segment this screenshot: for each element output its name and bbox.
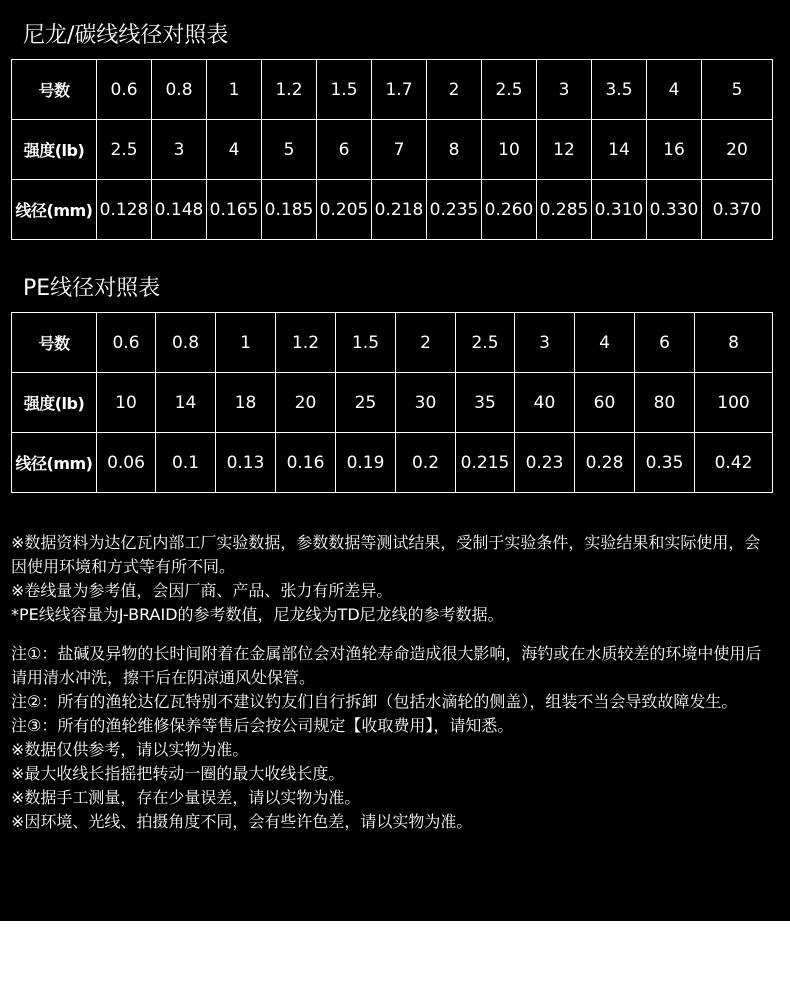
nylon-table-cell: 2.5 xyxy=(482,60,537,120)
pe-table-cell: 0.28 xyxy=(575,433,635,493)
pe-table-cell: 60 xyxy=(575,373,635,433)
note-line: ※因环境、光线、拍摄角度不同，会有些许色差，请以实物为准。 xyxy=(11,812,473,831)
pe-table-cell: 1 xyxy=(216,313,276,373)
pe-table-cell: 0.35 xyxy=(635,433,695,493)
pe-table-body xyxy=(12,313,773,493)
note-line: 注③：所有的渔轮维修保养等售后会按公司规定【收取费用】，请知悉。 xyxy=(11,716,514,735)
nylon-table-cell: 3 xyxy=(537,60,592,120)
pe-table-cell: 6 xyxy=(635,313,695,373)
nylon-table-cell: 1.5 xyxy=(317,60,372,120)
pe-table-cell: 1.2 xyxy=(276,313,336,373)
nylon-table-cell: 0.330 xyxy=(647,180,702,240)
nylon-table-cell: 16 xyxy=(647,120,702,180)
nylon-table-cell: 5 xyxy=(262,120,317,180)
nylon-table-cell: 0.310 xyxy=(592,180,647,240)
pe-table-cell: 0.1 xyxy=(156,433,216,493)
pe-table-cell: 100 xyxy=(695,373,773,433)
note-line: ※数据仅供参考，请以实物为准。 xyxy=(11,740,249,759)
pe-table-cell: 25 xyxy=(336,373,396,433)
pe-table-cell: 0.8 xyxy=(156,313,216,373)
nylon-table-cell: 6 xyxy=(317,120,372,180)
pe-table-cell: 0.06 xyxy=(97,433,156,493)
pe-table-cell: 20 xyxy=(276,373,336,433)
nylon-row-label: 强度(lb) xyxy=(12,120,97,180)
pe-table-title: PE线径对照表 xyxy=(23,276,161,301)
note-line: ※卷线量为参考值，会因厂商、产品、张力有所差异。 xyxy=(11,581,393,600)
nylon-table-row xyxy=(12,60,773,120)
nylon-table-row xyxy=(12,120,773,180)
nylon-table-cell: 10 xyxy=(482,120,537,180)
nylon-table-cell: 0.370 xyxy=(702,180,773,240)
nylon-table-cell: 4 xyxy=(207,120,262,180)
note-line: *PE线线容量为J-BRAID的参考数值，尼龙线为TD尼龙线的参考数据。 xyxy=(11,605,504,624)
note-line: ※数据手工测量，存在少量误差，请以实物为准。 xyxy=(11,788,361,807)
pe-line-table xyxy=(11,312,773,493)
pe-table-cell: 0.13 xyxy=(216,433,276,493)
nylon-table-cell: 0.235 xyxy=(427,180,482,240)
pe-table-cell: 4 xyxy=(575,313,635,373)
note-line: 注②：所有的渔轮达亿瓦特别不建议钓友们自行拆卸（包括水滴轮的侧盖），组装不当会导致故障发生。 xyxy=(11,692,738,711)
pe-table-cell: 0.19 xyxy=(336,433,396,493)
pe-table-cell: 0.2 xyxy=(396,433,456,493)
nylon-table-cell: 2 xyxy=(427,60,482,120)
nylon-table-cell: 0.185 xyxy=(262,180,317,240)
pe-table-cell: 40 xyxy=(515,373,575,433)
nylon-table-cell: 8 xyxy=(427,120,482,180)
nylon-table-cell: 0.260 xyxy=(482,180,537,240)
pe-table-cell: 2 xyxy=(396,313,456,373)
note-line: 注①：盐碱及异物的长时间附着在金属部位会对渔轮寿命造成很大影响，海钓或在水质较差的环境中使用后请用清水冲洗，擦干后在阴凉通风处保管。 xyxy=(11,644,762,687)
nylon-table-row xyxy=(12,180,773,240)
pe-table-cell: 30 xyxy=(396,373,456,433)
pe-table-cell: 14 xyxy=(156,373,216,433)
notes-spacer xyxy=(11,627,776,642)
pe-table-cell: 3 xyxy=(515,313,575,373)
pe-table-row xyxy=(12,313,773,373)
pe-table-cell: 8 xyxy=(695,313,773,373)
nylon-row-label: 号数 xyxy=(12,60,97,120)
nylon-table-cell: 0.285 xyxy=(537,180,592,240)
nylon-table-cell: 1 xyxy=(207,60,262,120)
nylon-carbon-line-table xyxy=(11,59,773,240)
nylon-table-cell: 0.8 xyxy=(152,60,207,120)
pe-row-label: 线径(mm) xyxy=(12,433,97,493)
nylon-table-cell: 12 xyxy=(537,120,592,180)
pe-table-cell: 2.5 xyxy=(456,313,515,373)
notes-group-disclaimer xyxy=(11,531,776,627)
nylon-table-cell: 1.7 xyxy=(372,60,427,120)
nylon-table-cell: 0.165 xyxy=(207,180,262,240)
nylon-table-body xyxy=(12,60,773,240)
pe-table-cell: 1.5 xyxy=(336,313,396,373)
nylon-table-cell: 0.6 xyxy=(97,60,152,120)
pe-table-row xyxy=(12,433,773,493)
nylon-table-cell: 3 xyxy=(152,120,207,180)
pe-table-row xyxy=(12,373,773,433)
nylon-table-cell: 4 xyxy=(647,60,702,120)
nylon-table-cell: 0.218 xyxy=(372,180,427,240)
nylon-table-cell: 0.148 xyxy=(152,180,207,240)
notes-group-care xyxy=(11,642,776,834)
notes-section xyxy=(11,531,776,834)
note-line: ※最大收线长指摇把转动一圈的最大收线长度。 xyxy=(11,764,345,783)
nylon-table-cell: 7 xyxy=(372,120,427,180)
pe-table-cell: 18 xyxy=(216,373,276,433)
nylon-table-cell: 20 xyxy=(702,120,773,180)
pe-table-cell: 0.23 xyxy=(515,433,575,493)
pe-table-cell: 35 xyxy=(456,373,515,433)
pe-table-cell: 0.6 xyxy=(97,313,156,373)
nylon-table-cell: 5 xyxy=(702,60,773,120)
nylon-table-cell: 1.2 xyxy=(262,60,317,120)
note-line: ※数据资料为达亿瓦内部工厂实验数据，参数数据等测试结果，受制于实验条件，实验结果和实际使用，会因使用环境和方式等有所不同。 xyxy=(11,533,761,576)
nylon-table-cell: 0.128 xyxy=(97,180,152,240)
pe-table-cell: 0.16 xyxy=(276,433,336,493)
pe-row-label: 强度(lb) xyxy=(12,373,97,433)
pe-row-label: 号数 xyxy=(12,313,97,373)
pe-table-cell: 10 xyxy=(97,373,156,433)
nylon-table-cell: 3.5 xyxy=(592,60,647,120)
nylon-row-label: 线径(mm) xyxy=(12,180,97,240)
nylon-table-title: 尼龙/碳线线径对照表 xyxy=(23,23,229,48)
nylon-table-cell: 2.5 xyxy=(97,120,152,180)
nylon-table-cell: 0.205 xyxy=(317,180,372,240)
pe-table-cell: 0.42 xyxy=(695,433,773,493)
nylon-table-cell: 14 xyxy=(592,120,647,180)
pe-table-cell: 0.215 xyxy=(456,433,515,493)
pe-table-cell: 80 xyxy=(635,373,695,433)
